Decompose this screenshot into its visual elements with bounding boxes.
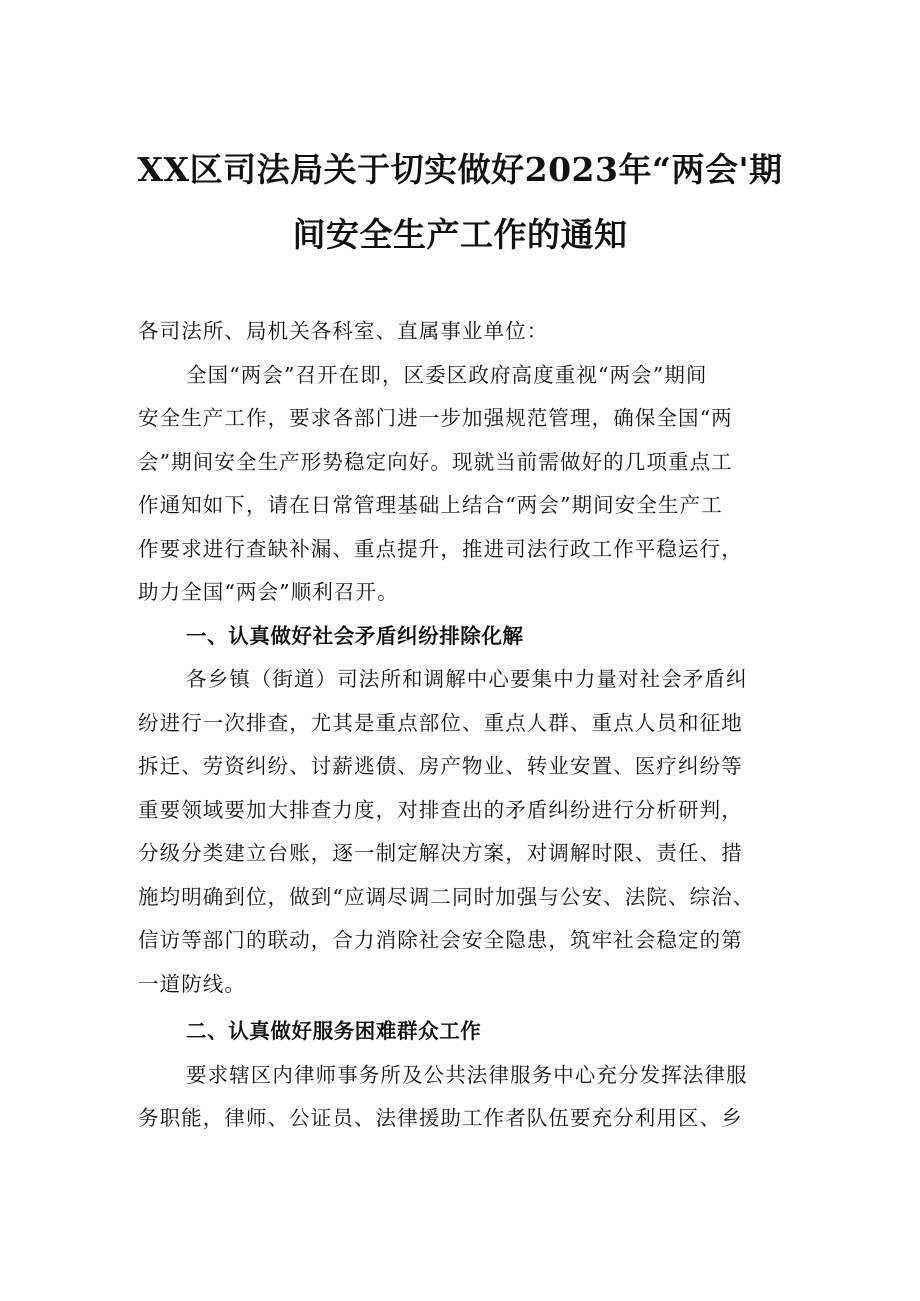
section-1-heading: 一、认真做好社会矛盾纠纷排除化解	[186, 623, 524, 648]
document-title-line-2: 间安全生产工作的通知	[292, 215, 628, 254]
section-2-line: 要求辖区内律师事务所及公共法律服务中心充分发挥法律服	[186, 1062, 748, 1087]
intro-line: 助力全国“两会”顺利召开。	[138, 580, 399, 604]
section-1-line: 分级分类建立台账，逐一制定解决方案，对调解时限、责任、措	[138, 841, 743, 865]
intro-line: 安全生产工作，要求各部门进一步加强规范管理，确保全国“两	[138, 406, 733, 430]
section-1-line: 一道防线。	[138, 971, 246, 996]
intro-line: 全国“两会”召开在即，区委区政府高度重视“两会”期间	[186, 362, 708, 387]
section-1-line: 拆迁、劳资纠纷、讨薪逃债、房产物业、转业安置、医疗纠纷等	[138, 754, 743, 778]
salutation: 各司法所、局机关各科室、直属事业单位：	[138, 319, 549, 343]
section-1-line: 重要领域要加大排查力度，对排查出的矛盾纠纷进行分析研判，	[138, 797, 743, 822]
section-1-line: 纷进行一次排查，尤其是重点部位、重点人群、重点人员和征地	[138, 710, 743, 735]
intro-line: 作通知如下，请在日常管理基础上结合“两会”期间安全生产工	[138, 493, 723, 517]
section-2-line: 务职能，律师、公证员、法律援助工作者队伍要充分利用区、乡	[138, 1106, 743, 1130]
intro-line: 会”期间安全生产形势稳定向好。现就当前需做好的几项重点工	[138, 449, 733, 474]
document-title-line-1: XX区司法局关于切实做好2023年“两会'期	[137, 150, 783, 189]
intro-line: 作要求进行查缺补漏、重点提升，推进司法行政工作平稳运行，	[138, 536, 743, 561]
document-body	[138, 310, 798, 1141]
section-2-heading: 二、认真做好服务困难群众工作	[186, 1019, 482, 1043]
section-1-line: 信访等部门的联动，合力消除社会安全隐患，筑牢社会稳定的第	[138, 928, 743, 952]
section-1-line: 施均明确到位，做到“应调尽调二同时加强与公安、法院、综治、	[138, 884, 755, 909]
section-1-line: 各乡镇（街道）司法所和调解中心要集中力量对社会矛盾纠	[186, 667, 748, 691]
